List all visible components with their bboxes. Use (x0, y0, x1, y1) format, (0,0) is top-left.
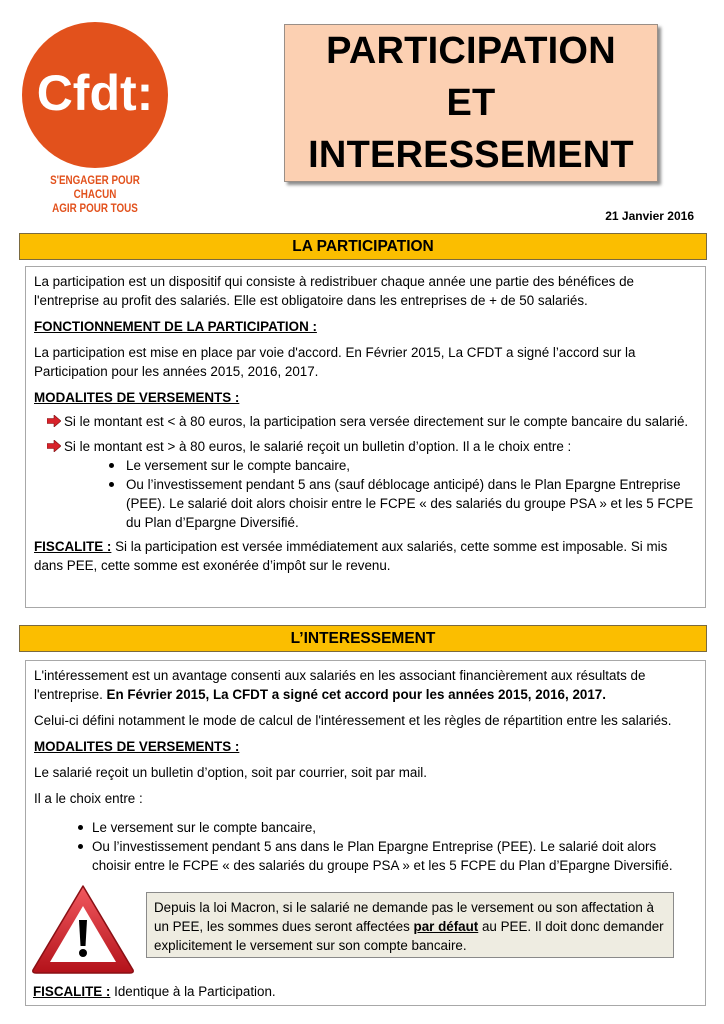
list-item (118, 456, 697, 475)
note-text-default: par défaut (413, 919, 479, 934)
participation-intro: La participation est un dispositif qui consiste à redistribuer chaque année une partie des bénéfices de l'entreprise au profit des salariés. Elle est obligatoire dans les entreprises de + de 50 salariés. (34, 274, 634, 308)
list-item (118, 475, 697, 532)
bullet-icon (109, 482, 114, 487)
interessement-intro (34, 666, 697, 704)
list-item (92, 837, 697, 875)
cfdt-logo (22, 22, 168, 168)
list-item (92, 818, 697, 837)
fiscalite-label: FISCALITE : (34, 539, 112, 554)
title-box (284, 24, 658, 182)
macron-law-note (146, 892, 674, 958)
slogan-line-2: AGIR POUR TOUS (52, 201, 138, 215)
interessement-intro-bold: En Février 2015, La CFDT a signé cet accord pour les années 2015, 2016, 2017. (106, 687, 606, 702)
slogan-line-1: S'ENGAGER POUR CHACUN (50, 173, 140, 201)
item-below-80-text: Si le montant est < à 80 euros, la participation sera versée directement sur le compte bancaire du salarié. (64, 414, 689, 429)
bullet-icon (78, 844, 83, 849)
interessement-options-list (92, 818, 697, 875)
warning-icon (30, 882, 136, 976)
interessement-fiscalite (33, 982, 276, 1001)
fiscalite-text: Identique à la Participation. (110, 984, 276, 999)
document-date: 21 Janvier 2016 (605, 209, 694, 223)
bullet-icon (78, 825, 83, 830)
participation-item-below-80 (34, 412, 697, 431)
participation-item-above-80 (34, 437, 697, 456)
fonctionnement-text: La participation est mise en place par voie d'accord. En Février 2015, La CFDT a signé l’accord sur la Participation pour les années 2015, 2016, 2017. (34, 345, 636, 379)
title-line-3: INTERESSEMENT (308, 134, 634, 176)
note-text-c: au PEE. Il doit donc demander explicitement le versement sur son compte bancaire. (154, 919, 664, 953)
participation-fiscalite (34, 537, 697, 575)
interessement-option-pee: Ou l’investissement pendant 5 ans dans le Plan Epargne Entreprise (PEE). Le salarié doit alors choisir entre le FCPE « des salariés du groupe PSA » et les 5 FCPE du Plan d’Epargne Diversifié. (92, 839, 673, 873)
interessement-option-bank: Le versement sur le compte bancaire, (92, 820, 317, 835)
title-line-1: PARTICIPATION (326, 30, 616, 72)
arrow-right-icon (47, 440, 61, 452)
slogan (42, 173, 149, 215)
title-line-2: ET (446, 82, 496, 124)
fonctionnement-title: FONCTIONNEMENT DE LA PARTICIPATION : (34, 319, 317, 334)
interessement-choix: Il a le choix entre : (34, 791, 143, 806)
note-text-a: Depuis la loi Macron, si le salarié ne demande pas le versement ou son affectation à un PEE, les sommes dues seront affectées (154, 900, 654, 934)
participation-section (25, 266, 706, 608)
bullet-icon (109, 463, 114, 468)
item-above-80-text: Si le montant est > à 80 euros, le salarié reçoit un bulletin d’option. Il a le choix entre : (64, 439, 572, 454)
interessement-heading: L’INTERESSEMENT (19, 625, 707, 652)
fiscalite-text: Si la participation est versée immédiatement aux salariés, cette somme est imposable. Si mis dans PEE, cette somme est exonérée d’impôt sur le revenu. (34, 539, 668, 573)
interessement-modalites-title: MODALITES DE VERSEMENTS : (34, 739, 240, 754)
fiscalite-label: FISCALITE : (33, 984, 111, 999)
option-pee-text: Ou l’investissement pendant 5 ans (sauf déblocage anticipé) dans le Plan Epargne Entreprise (PEE). Le salarié doit alors choisir entre le FCPE « des salariés du groupe PSA » et les 5 FCPE du Plan d’Epargne Diversifié. (126, 477, 694, 530)
participation-heading: LA PARTICIPATION (19, 233, 707, 260)
option-bank-text: Le versement sur le compte bancaire, (126, 458, 351, 473)
interessement-bulletin: Le salarié reçoit un bulletin d’option, soit par courrier, soit par mail. (34, 765, 427, 780)
interessement-defini: Celui-ci défini notamment le mode de calcul de l'intéressement et les règles de répartition entre les salariés. (34, 713, 672, 728)
interessement-intro-text: L'intéressement est un avantage consenti aux salariés en les associant financièrement aux résultats de l'entreprise. (34, 668, 646, 702)
participation-modalites-title: MODALITES DE VERSEMENTS : (34, 390, 240, 405)
logo-text: Cfdt: (36, 65, 154, 121)
participation-options-list (118, 456, 697, 532)
arrow-right-icon (47, 415, 61, 427)
